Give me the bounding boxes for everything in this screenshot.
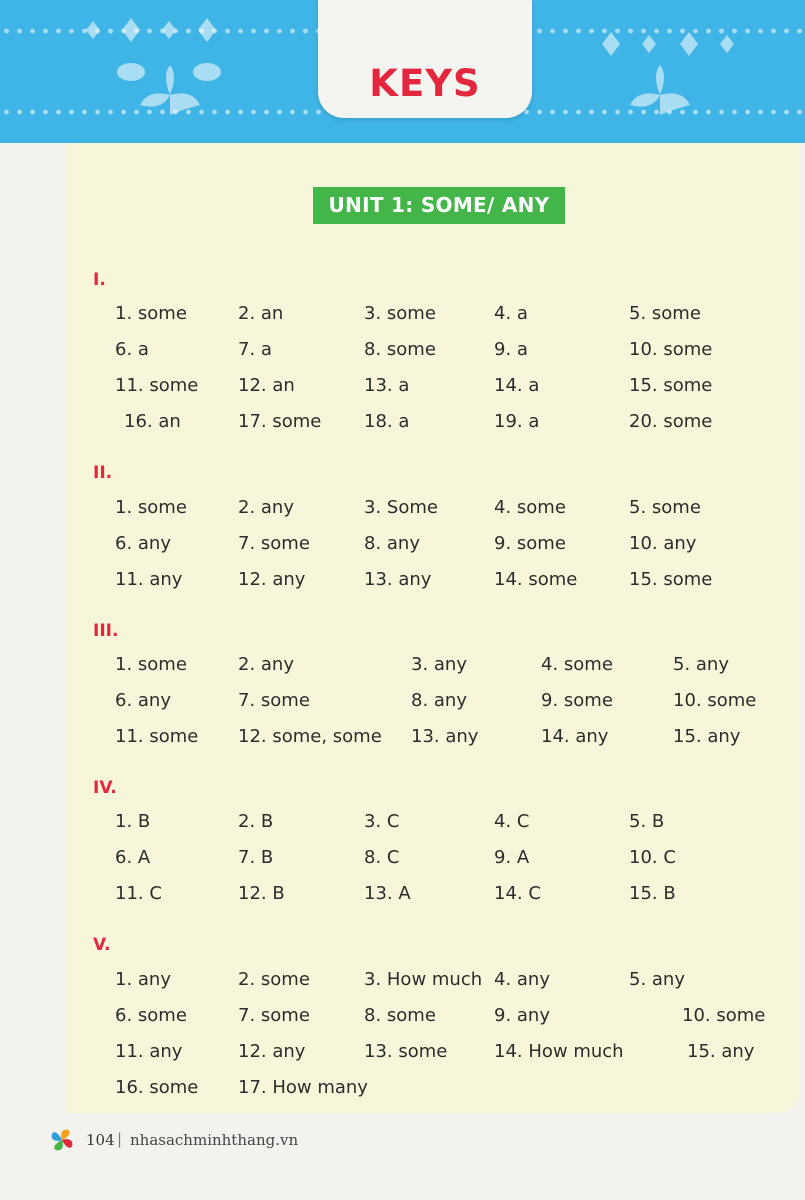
answer-item: 13. A: [364, 883, 411, 904]
answer-item: 1. B: [115, 811, 151, 832]
answer-item: 6. A: [115, 847, 151, 868]
answer-item: 19. a: [494, 411, 540, 432]
answer-item: 7. a: [238, 339, 272, 360]
answer-item: 3. Some: [364, 497, 438, 518]
answer-item: 9. some: [494, 533, 566, 554]
answer-item: 10. some: [629, 339, 713, 360]
answer-item: 2. any: [238, 654, 294, 675]
answer-item: 14. any: [541, 726, 609, 747]
section-heading-iv: IV.: [93, 778, 117, 798]
footer-separator: |: [117, 1130, 123, 1148]
publisher-logo-icon: [48, 1126, 76, 1154]
answer-item: 1. some: [115, 497, 187, 518]
answer-item: 7. B: [238, 847, 274, 868]
answer-item: 18. a: [364, 411, 410, 432]
answer-item: 15. some: [629, 375, 713, 396]
answer-item: 10. some: [673, 690, 757, 711]
answer-item: 10. some: [682, 1005, 766, 1026]
answer-item: 5. B: [629, 811, 665, 832]
answer-item: 5. any: [629, 969, 685, 990]
answer-item: 15. some: [629, 569, 713, 590]
answer-item: 8. C: [364, 847, 400, 868]
answer-item: 11. any: [115, 569, 183, 590]
answer-item: 13. any: [364, 569, 432, 590]
answer-item: 3. C: [364, 811, 400, 832]
answer-item: 7. some: [238, 533, 310, 554]
answer-item: 13. some: [364, 1041, 448, 1062]
answer-item: 5. some: [629, 497, 701, 518]
answer-item: 15. any: [673, 726, 741, 747]
answer-item: 2. any: [238, 497, 294, 518]
answer-item: 3. How much: [364, 969, 483, 990]
answer-item: 14. How much: [494, 1041, 624, 1062]
section-heading-v: V.: [93, 935, 111, 955]
answer-item: 11. some: [115, 726, 199, 747]
answer-item: 12. an: [238, 375, 295, 396]
answer-item: 10. C: [629, 847, 676, 868]
answer-item: 5. any: [673, 654, 729, 675]
answer-item: 8. any: [411, 690, 467, 711]
answer-item: 13. any: [411, 726, 479, 747]
answer-item: 4. any: [494, 969, 550, 990]
section-heading-ii: II.: [93, 463, 113, 483]
answer-item: 13. a: [364, 375, 410, 396]
answer-item: 1. some: [115, 654, 187, 675]
answer-item: 4. some: [541, 654, 613, 675]
answer-item: 6. any: [115, 690, 171, 711]
answer-item: 17. some: [238, 411, 322, 432]
answer-item: 15. B: [629, 883, 676, 904]
section-heading-iii: III.: [93, 621, 119, 641]
answer-item: 2. some: [238, 969, 310, 990]
answer-item: 1. some: [115, 303, 187, 324]
flower-pattern-icon: [570, 0, 760, 143]
section-heading-i: I.: [93, 270, 106, 290]
answer-item: 14. a: [494, 375, 540, 396]
answer-item: 16. an: [124, 411, 181, 432]
answer-item: 4. C: [494, 811, 530, 832]
answer-item: 5. some: [629, 303, 701, 324]
answer-item: 14. some: [494, 569, 578, 590]
answer-item: 7. some: [238, 1005, 310, 1026]
answer-item: 8. some: [364, 339, 436, 360]
answer-item: 10. any: [629, 533, 697, 554]
answer-item: 4. a: [494, 303, 528, 324]
answer-item: 14. C: [494, 883, 541, 904]
answer-item: 9. some: [541, 690, 613, 711]
answer-item: 2. B: [238, 811, 274, 832]
answer-panel: [66, 143, 800, 1113]
answer-item: 12. some, some: [238, 726, 382, 747]
flower-pattern-icon: [70, 0, 260, 143]
answer-item: 11. any: [115, 1041, 183, 1062]
answer-item: 6. some: [115, 1005, 187, 1026]
answer-item: 11. some: [115, 375, 199, 396]
answer-item: 8. any: [364, 533, 420, 554]
answer-item: 9. A: [494, 847, 530, 868]
answer-item: 3. some: [364, 303, 436, 324]
answer-item: 12. any: [238, 569, 306, 590]
page-title: KEYS: [369, 62, 481, 105]
answer-item: 7. some: [238, 690, 310, 711]
answer-item: 8. some: [364, 1005, 436, 1026]
answer-item: 6. a: [115, 339, 149, 360]
answer-item: 3. any: [411, 654, 467, 675]
answer-item: 17. How many: [238, 1077, 368, 1098]
unit-badge: UNIT 1: SOME/ ANY: [313, 187, 565, 224]
answer-item: 12. any: [238, 1041, 306, 1062]
answer-item: 6. any: [115, 533, 171, 554]
answer-item: 9. any: [494, 1005, 550, 1026]
answer-item: 9. a: [494, 339, 528, 360]
page-number: 104: [86, 1131, 115, 1149]
footer-website: nhasachminhthang.vn: [130, 1131, 299, 1149]
answer-item: 15. any: [687, 1041, 755, 1062]
answer-item: 2. an: [238, 303, 284, 324]
answer-item: 4. some: [494, 497, 566, 518]
answer-item: 16. some: [115, 1077, 199, 1098]
answer-item: 20. some: [629, 411, 713, 432]
answer-item: 11. C: [115, 883, 162, 904]
answer-item: 12. B: [238, 883, 285, 904]
answer-item: 1. any: [115, 969, 171, 990]
